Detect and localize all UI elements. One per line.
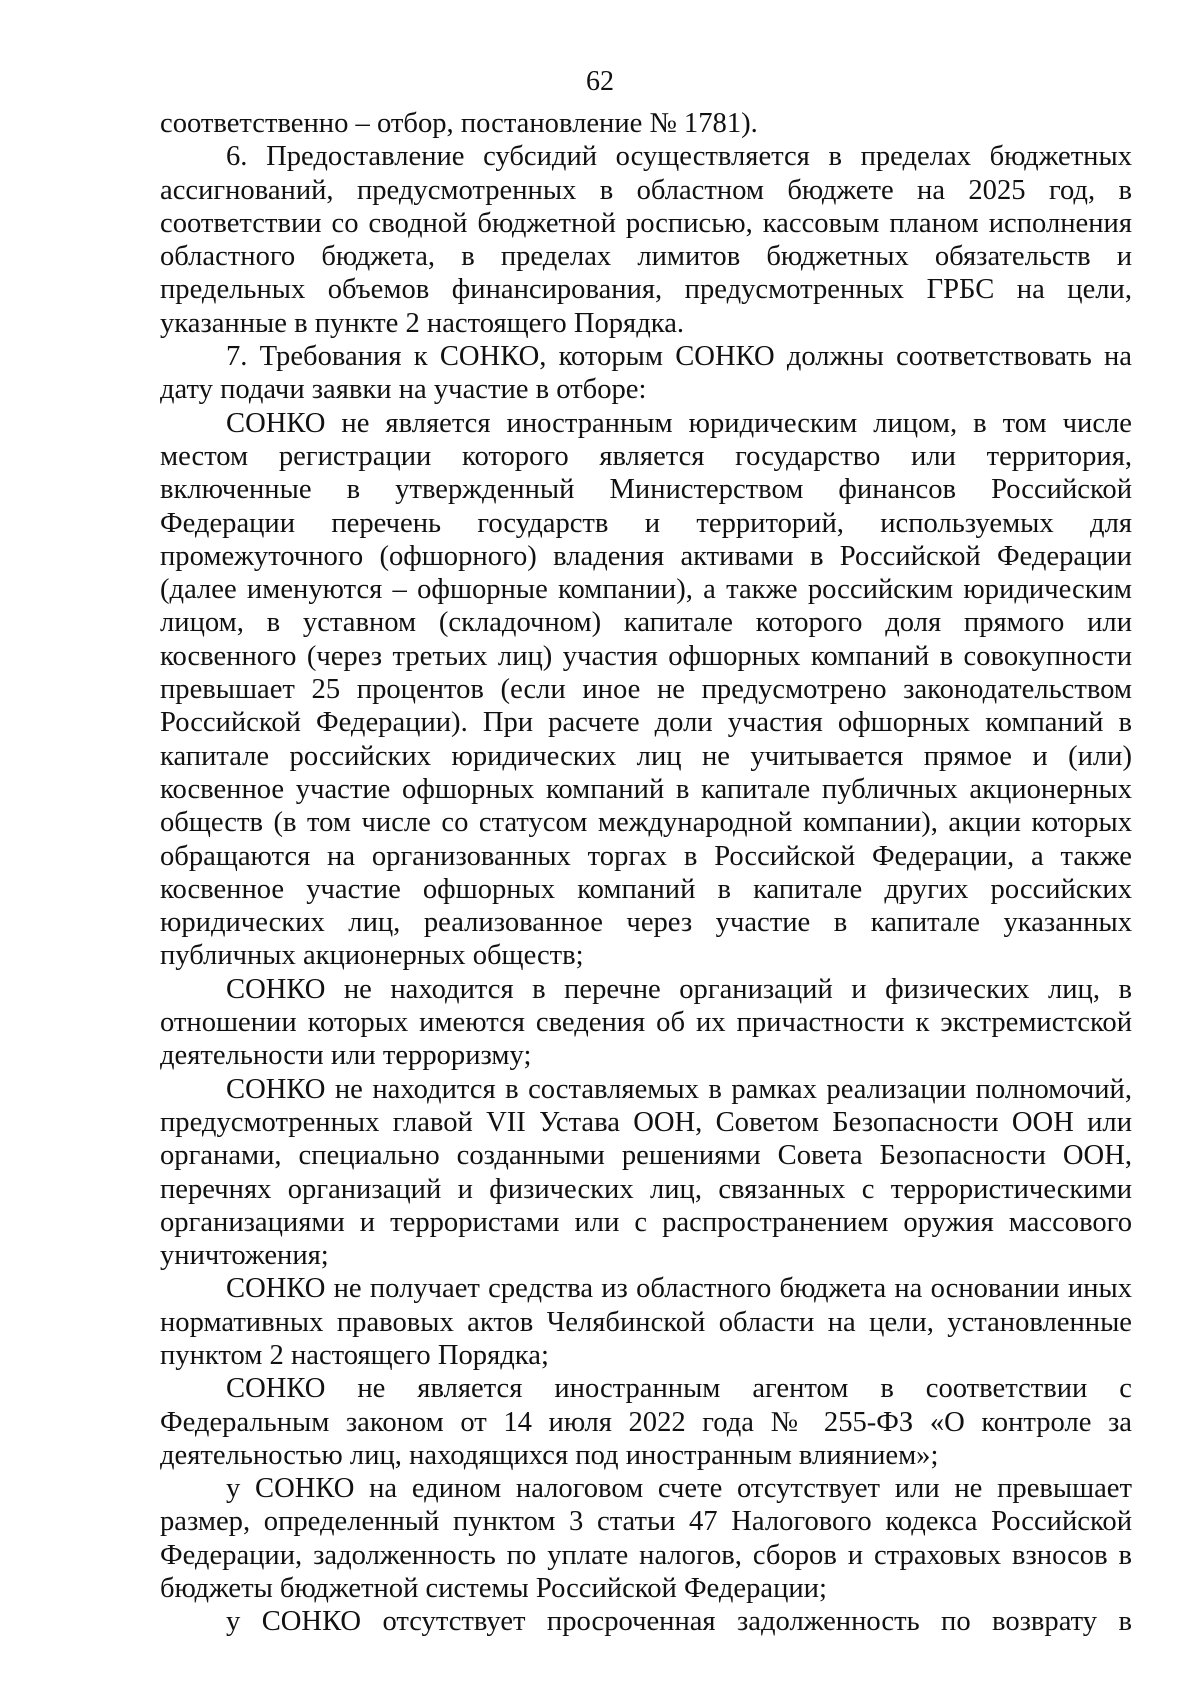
paragraph-requirement-offshore: СОНКО не является иностранным юридическим лицом, в том числе местом регистрации которого является государство или территория, включенные в утвержденный Министерством финансов Российской Федерации перечень государств и территорий, используемых для промежуточного (офшорного) владения активами в Российской Федерации (далее именуются – офшорные компании), а также российским юридическим лицом, в уставном (складочном) капитале которого доля прямого или косвенного (через третьих лиц) участия офшорных компаний в совокупности превышает 25 процентов (если иное не предусмотрено законодательством Российской Федерации). При расчете доли участия офшорных компаний в капитале российских юридических лиц не учитывается прямое и (или) косвенное участие офшорных компаний в капитале публичных акционерных обществ (в том числе со статусом международной компании), акции которых обращаются на организованных торгах в Российской Федерации, а также косвенное участие офшорных компаний в капитале других российских юридических лиц, реализованное через участие в капитале указанных публичных акционерных обществ; [160, 407, 1132, 972]
paragraph-clause-6: 6. Предоставление субсидий осуществляется в пределах бюджетных ассигнований, предусмотренных в областном бюджете на 2025 год, в соответствии со сводной бюджетной росписью, кассовым планом исполнения областного бюджета, в пределах лимитов бюджетных обязательств и предельных объемов финансирования, предусмотренных ГРБС на цели, указанные в пункте 2 настоящего Порядка. [160, 141, 1132, 339]
paragraph-requirement-un-lists: СОНКО не находится в составляемых в рамках реализации полномочий, предусмотренных главой VII Устава ООН, Советом Безопасности ООН или органами, специально созданными решениями Совета Безопасности ООН, перечнях организаций и физических лиц, связанных с террористическими организациями и террористами или с распространением оружия массового уничтожения; [160, 1073, 1132, 1272]
paragraph-requirement-tax-debt: у СОНКО на едином налоговом счете отсутствует или не превышает размер, определенный пунктом 3 статьи 47 Налогового кодекса Российской Федерации, задолженность по уплате налогов, сборов и страховых взносов в бюджеты бюджетной системы Российской Федерации; [160, 1473, 1132, 1605]
paragraph-requirement-other-funds: СОНКО не получает средства из областного бюджета на основании иных нормативных правовых актов Челябинской области на цели, установленные пунктом 2 настоящего Порядка; [160, 1273, 1132, 1371]
paragraph-continuation: соответственно – отбор, постановление № 1781). [160, 108, 758, 139]
document-body [160, 107, 1132, 1639]
page-number: 62 [586, 66, 614, 97]
paragraph-requirement-extremism: СОНКО не находится в перечне организаций и физических лиц, в отношении которых имеются сведения об их причастности к экстремистской деятельности или терроризму; [160, 973, 1132, 1072]
paragraph-requirement-overdue-debt: у СОНКО отсутствует просроченная задолженность по возврату в [226, 1606, 1132, 1638]
paragraph-clause-7: 7. Требования к СОНКО, которым СОНКО должны соответствовать на дату подачи заявки на участие в отборе: [160, 341, 1132, 406]
paragraph-requirement-foreign-agent: СОНКО не является иностранным агентом в соответствии с Федеральным законом от 14 июля 2022 года № 255-ФЗ «О контроле за деятельностью лиц, находящихся под иностранным влиянием»; [160, 1373, 1132, 1471]
